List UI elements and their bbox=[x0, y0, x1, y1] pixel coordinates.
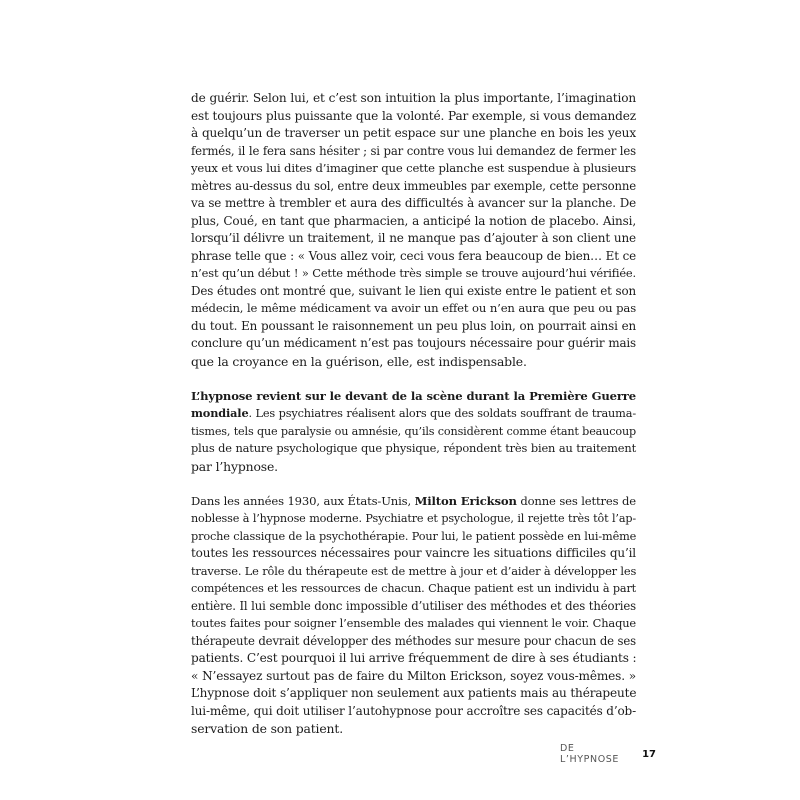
text-line bbox=[191, 615, 636, 633]
paragraph bbox=[191, 388, 636, 476]
text-line bbox=[191, 580, 636, 598]
text-run: toutes faites pour soigner l’ensemble des malades qui viennent le voir. Chaque bbox=[191, 616, 636, 630]
text-run: lui-même, qui doit utiliser l’autohypnose pour accroître ses capacités d’ob- bbox=[191, 703, 636, 718]
text-line bbox=[191, 265, 636, 283]
text-line bbox=[191, 283, 636, 301]
text-line bbox=[191, 493, 636, 511]
text-line bbox=[191, 195, 636, 213]
text-run: L’hypnose doit s’appliquer non seulement aux patients mais au thérapeute bbox=[191, 686, 637, 700]
text-line bbox=[191, 633, 636, 651]
text-run: traverse. Le rôle du thérapeute est de mettre à jour et d’aider à développer les bbox=[191, 563, 637, 578]
text-run: toutes les ressources nécessaires pour vaincre les situations difficiles qu’il bbox=[191, 546, 636, 560]
text-run: que la croyance en la guérison, elle, est indispensable. bbox=[191, 353, 527, 369]
text-run: de guérir. Selon lui, et c’est son intuition la plus importante, l’imagination bbox=[191, 91, 636, 105]
text-run: fermés, il le fera sans hésiter ; si par contre vous lui demandez de fermer les bbox=[191, 143, 636, 158]
text-line bbox=[191, 528, 636, 546]
text-line bbox=[191, 598, 636, 616]
text-run: yeux et vous lui dites d’imaginer que cette planche est suspendue à plusieurs bbox=[191, 161, 636, 175]
text-line bbox=[191, 90, 636, 108]
text-run: par l’hypnose. bbox=[191, 458, 278, 474]
text-run: noblesse à l’hypnose moderne. Psychiatre et psychologue, il rejette très tôt l’ap- bbox=[191, 512, 636, 525]
text-line bbox=[191, 108, 636, 126]
text-line bbox=[191, 318, 636, 336]
text-line bbox=[191, 335, 636, 353]
text-line bbox=[191, 650, 636, 668]
text-run: lorsqu’il délivre un traitement, il ne manque pas d’ajouter à son client une bbox=[191, 231, 636, 245]
text-line bbox=[191, 458, 636, 476]
text-line bbox=[191, 213, 636, 231]
bold-text: Milton Erickson bbox=[414, 493, 517, 508]
text-line bbox=[191, 388, 636, 406]
text-run: . Les psychiatres réalisent alors que des soldats souffrant de trauma- bbox=[248, 407, 636, 420]
text-run: compétences et les ressources de chacun. Chaque patient est un individu à part bbox=[191, 582, 636, 595]
text-line bbox=[191, 405, 636, 423]
text-line bbox=[191, 423, 636, 441]
text-line bbox=[191, 720, 636, 738]
text-line bbox=[191, 545, 636, 563]
text-line bbox=[191, 248, 636, 266]
text-run: du tout. En poussant le raisonnement un peu plus loin, on pourrait ainsi en bbox=[191, 318, 636, 333]
paragraph-gap bbox=[191, 370, 636, 388]
text-line bbox=[191, 143, 636, 161]
text-line bbox=[191, 703, 636, 721]
text-run: tismes, tels que paralysie ou amnésie, qu’ils considèrent comme étant beaucoup bbox=[191, 424, 637, 438]
text-line bbox=[191, 353, 636, 371]
text-line bbox=[191, 440, 636, 458]
text-run: patients. C’est pourquoi il lui arrive fréquemment de dire à ses étudiants : bbox=[191, 651, 637, 665]
text-run: mètres au-dessus du sol, entre deux immeubles par exemple, cette personne bbox=[191, 178, 636, 193]
text-run: va se mettre à trembler et aura des difficultés à avancer sur la planche. De bbox=[191, 196, 636, 210]
text-line bbox=[191, 178, 636, 196]
paragraph-gap bbox=[191, 475, 636, 493]
text-line bbox=[191, 563, 636, 581]
text-run: plus, Coué, en tant que pharmacien, a anticipé la notion de placebo. Ainsi, bbox=[191, 213, 636, 228]
text-run: phrase telle que : « Vous allez voir, ceci vous fera beaucoup de bien… Et ce bbox=[191, 248, 636, 263]
text-run: proche classique de la psychothérapie. Pour lui, le patient possède en lui-même bbox=[191, 529, 637, 543]
text-run: est toujours plus puissante que la volonté. Par exemple, si vous demandez bbox=[191, 108, 636, 123]
text-run: Des études ont montré que, suivant le lien qui existe entre le patient et son bbox=[191, 283, 636, 298]
text-line bbox=[191, 125, 636, 143]
text-line bbox=[191, 300, 636, 318]
text-run: thérapeute devrait développer des méthodes sur mesure pour chacun de ses bbox=[191, 633, 636, 648]
text-line bbox=[191, 510, 636, 528]
text-run: entière. Il lui semble donc impossible d’utiliser des méthodes et des théories bbox=[191, 598, 636, 613]
text-run: médecin, le même médicament va avoir un effet ou n’en aura que peu ou pas bbox=[191, 301, 636, 315]
bold-text: mondiale bbox=[191, 406, 249, 420]
text-line bbox=[191, 160, 636, 178]
paragraph bbox=[191, 493, 636, 738]
text-run: plus de nature psychologique que physique, répondent très bien au traitement bbox=[191, 441, 636, 455]
running-footer-title: DE L’HYPNOSE bbox=[560, 743, 620, 765]
text-run: servation de son patient. bbox=[191, 721, 344, 736]
text-run: n’est qu’un début ! » Cette méthode très simple se trouve aujourd’hui vérifiée. bbox=[191, 266, 636, 280]
text-line bbox=[191, 668, 636, 686]
text-run: « N’essayez surtout pas de faire du Milton Erickson, soyez vous-mêmes. » bbox=[191, 668, 636, 683]
text-line bbox=[191, 230, 636, 248]
page-number: 17 bbox=[642, 748, 656, 760]
text-run: conclure qu’un médicament n’est pas toujours nécessaire pour guérir mais bbox=[191, 336, 636, 350]
body-text bbox=[191, 90, 636, 738]
text-run: Dans les années 1930, aux États-Unis, bbox=[191, 493, 415, 508]
page-footer bbox=[560, 743, 656, 765]
paragraph bbox=[191, 90, 636, 370]
text-line bbox=[191, 685, 636, 703]
text-run: à quelqu’un de traverser un petit espace sur une planche en bois les yeux bbox=[191, 126, 636, 140]
text-run: donne ses lettres de bbox=[516, 493, 636, 508]
bold-text: L’hypnose revient sur le devant de la scène durant la Première Guerre bbox=[191, 388, 636, 403]
